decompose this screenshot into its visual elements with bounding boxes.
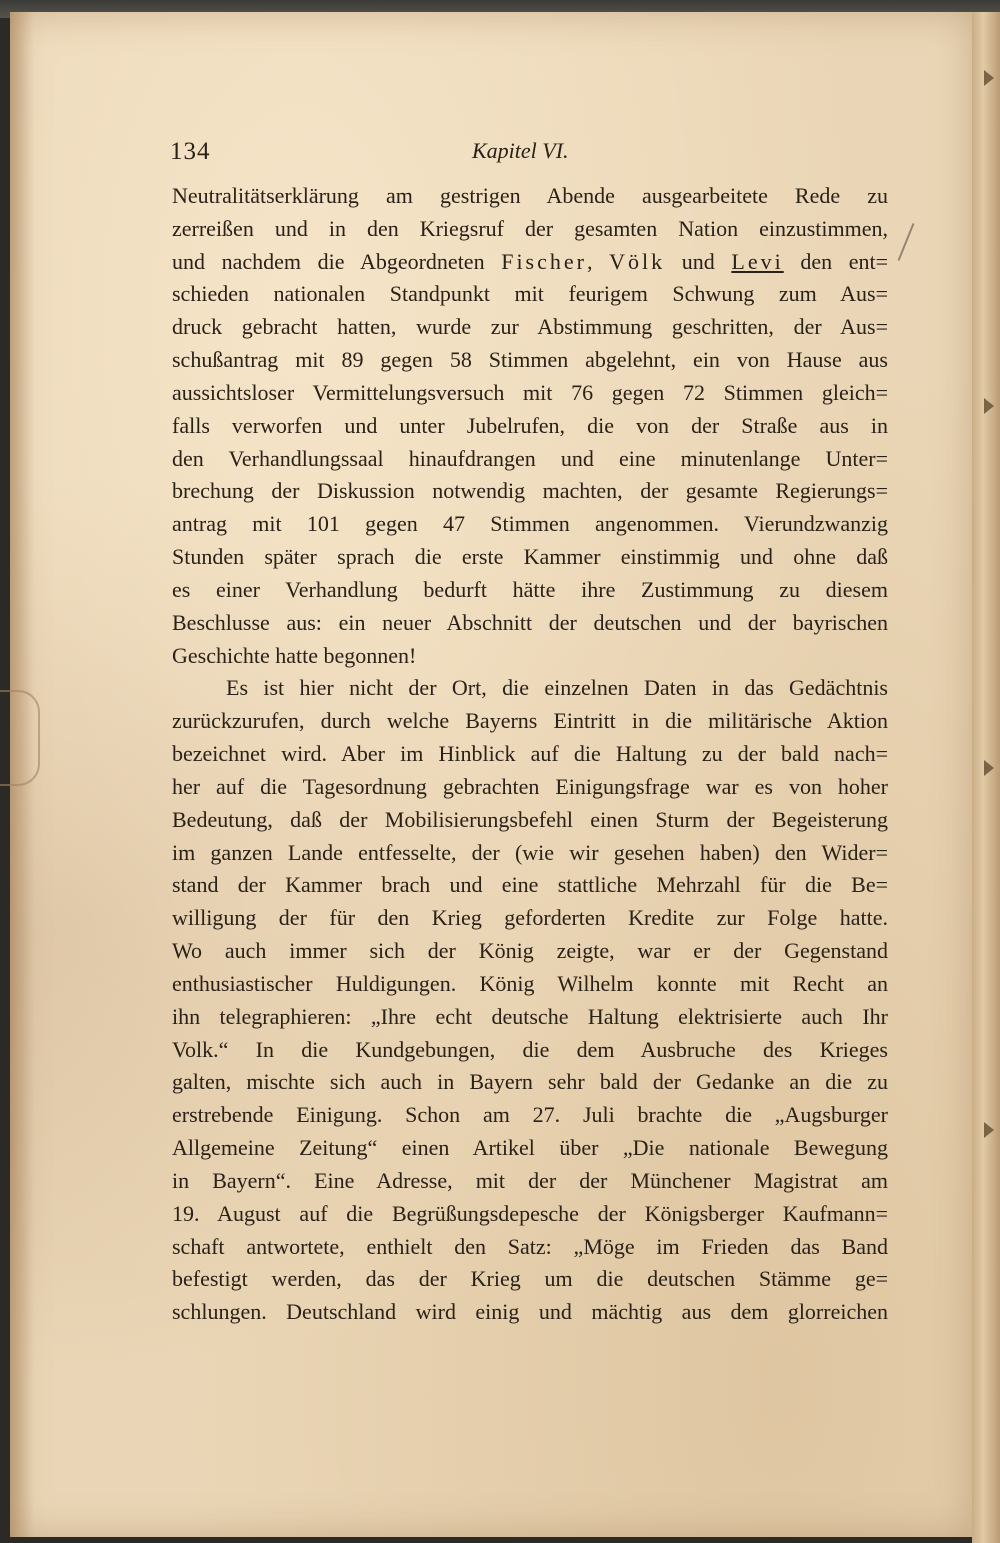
body-text [172, 180, 888, 1329]
text-run: schieden nationalen Standpunkt mit feurigem Schwung zum Aus= [172, 281, 888, 307]
text-line [172, 311, 888, 344]
text-run: den ent= [783, 248, 889, 274]
page-tab-marker-icon [984, 760, 994, 776]
text-line [172, 640, 888, 673]
text-run: zurückzurufen, durch welche Bayerns Eintritt in die militärische Aktion [172, 708, 888, 734]
text-run: galten, mischte sich auch in Bayern sehr bald der Gedanke an die zu [172, 1069, 888, 1095]
text-run: es einer Verhandlung bedurft hätte ihre Zustimmung zu diesem [172, 576, 888, 602]
text-run: Geschichte hatte begonnen! [172, 642, 417, 668]
text-line [172, 541, 888, 574]
text-run: antrag mit 101 gegen 47 Stimmen angenommen. Vierundzwanzig [172, 511, 888, 537]
text-line [172, 443, 888, 476]
page-header [170, 134, 890, 174]
text-run: her auf die Tagesordnung gebrachten Einigungsfrage war es von hoher [172, 773, 888, 799]
text-run: druck gebracht hatten, wurde zur Abstimmung geschritten, der Aus= [172, 314, 888, 340]
running-head: Kapitel VI. [472, 138, 569, 163]
text-line [172, 344, 888, 377]
text-line [172, 1132, 888, 1165]
text-line [172, 705, 888, 738]
text-line [172, 968, 888, 1001]
page-tab-marker-icon [984, 1122, 994, 1138]
text-run: schlungen. Deutschland wird einig und mächtig aus dem glorreichen [172, 1299, 888, 1325]
text-run: und nachdem die Abgeordneten [172, 248, 502, 274]
text-line [172, 804, 888, 837]
text-run: falls verworfen und unter Jubelrufen, die von der Straße aus in [172, 412, 888, 438]
text-run: zerreißen und in den Kriegsruf der gesamten Nation einzustimmen, [172, 215, 888, 241]
text-run: 19. August auf die Begrüßungsdepesche der Königsberger Kaufmann= [172, 1200, 888, 1226]
text-line [172, 180, 888, 213]
text-line [172, 869, 888, 902]
text-run: Beschlusse aus: ein neuer Abschnitt der deutschen und der bayrischen [172, 609, 888, 635]
text-line [172, 508, 888, 541]
emphasized-name: Völk [609, 248, 666, 274]
text-run: schußantrag mit 89 gegen 58 Stimmen abgelehnt, ein von Hause aus [172, 347, 888, 373]
text-line [172, 837, 888, 870]
text-line [172, 771, 888, 804]
text-run: erstrebende Einigung. Schon am 27. Juli brachte die „Augsburger [172, 1102, 888, 1128]
text-line [172, 410, 888, 443]
page-tab-marker-icon [984, 398, 994, 414]
text-run: ihn telegraphieren: „Ihre echt deutsche Haltung elektrisierte auch Ihr [172, 1003, 888, 1029]
text-line [172, 672, 888, 705]
text-line [172, 1099, 888, 1132]
text-run: Wo auch immer sich der König zeigte, war er der Gegenstand [172, 938, 888, 964]
page-tab-marker-icon [984, 70, 994, 86]
text-line [172, 1263, 888, 1296]
text-run: bezeichnet wird. Aber im Hinblick auf die Haltung zu der bald nach= [172, 741, 888, 767]
text-line [172, 935, 888, 968]
binding-mark [0, 690, 40, 786]
text-line [172, 574, 888, 607]
text-line [172, 1165, 888, 1198]
text-run: Neutralitätserklärung am gestrigen Abende ausgearbeitete Rede zu [172, 183, 888, 208]
text-run: und [665, 248, 732, 274]
text-run: schaft antwortete, enthielt den Satz: „Möge im Frieden das Band [172, 1233, 888, 1259]
text-run: Stunden später sprach die erste Kammer einstimmig und ohne daß [172, 544, 888, 570]
text-run: aussichtsloser Vermittelungsversuch mit 76 gegen 72 Stimmen gleich= [172, 379, 888, 405]
text-line [172, 1296, 888, 1329]
text-line [172, 902, 888, 935]
text-line [172, 213, 888, 246]
text-run: den Verhandlungssaal hinaufdrangen und eine minutenlange Unter= [172, 445, 888, 471]
text-line [172, 1231, 888, 1264]
text-line [172, 1034, 888, 1067]
page-number: 134 [170, 138, 211, 165]
text-run: Allgemeine Zeitung“ einen Artikel über „Die nationale Bewegung [172, 1135, 888, 1161]
text-run: stand der Kammer brach und eine stattliche Mehrzahl für die Be= [172, 872, 888, 898]
text-run: Volk.“ In die Kundgebungen, die dem Ausbruche des Krieges [172, 1036, 888, 1062]
text-run: , [586, 248, 610, 274]
text-run: Es ist hier nicht der Ort, die einzelnen Daten in das Gedächtnis [226, 675, 888, 701]
text-line [172, 607, 888, 640]
emphasized-name: Levi [731, 248, 784, 274]
page-edge-right [972, 12, 1000, 1543]
emphasized-name: Fischer [501, 248, 587, 274]
text-run: Bedeutung, daß der Mobilisierungsbefehl einen Sturm der Begeisterung [172, 806, 888, 832]
text-run: befestigt werden, das der Krieg um die deutschen Stämme ge= [172, 1266, 888, 1292]
text-line [172, 1198, 888, 1231]
text-run: willigung der für den Krieg geforderten Kredite zur Folge hatte. [172, 905, 888, 931]
text-line [172, 246, 888, 279]
text-run: enthusiastischer Huldigungen. König Wilhelm konnte mit Recht an [172, 970, 888, 996]
text-line [172, 1066, 888, 1099]
text-line [172, 278, 888, 311]
text-line [172, 475, 888, 508]
text-run: brechung der Diskussion notwendig machten, der gesamte Regierungs= [172, 478, 888, 504]
text-line [172, 738, 888, 771]
text-run: im ganzen Lande entfesselte, der (wie wir gesehen haben) den Wider= [172, 839, 888, 865]
text-line [172, 377, 888, 410]
text-line [172, 1001, 888, 1034]
text-run: in Bayern“. Eine Adresse, mit der der Münchener Magistrat am [172, 1167, 888, 1193]
